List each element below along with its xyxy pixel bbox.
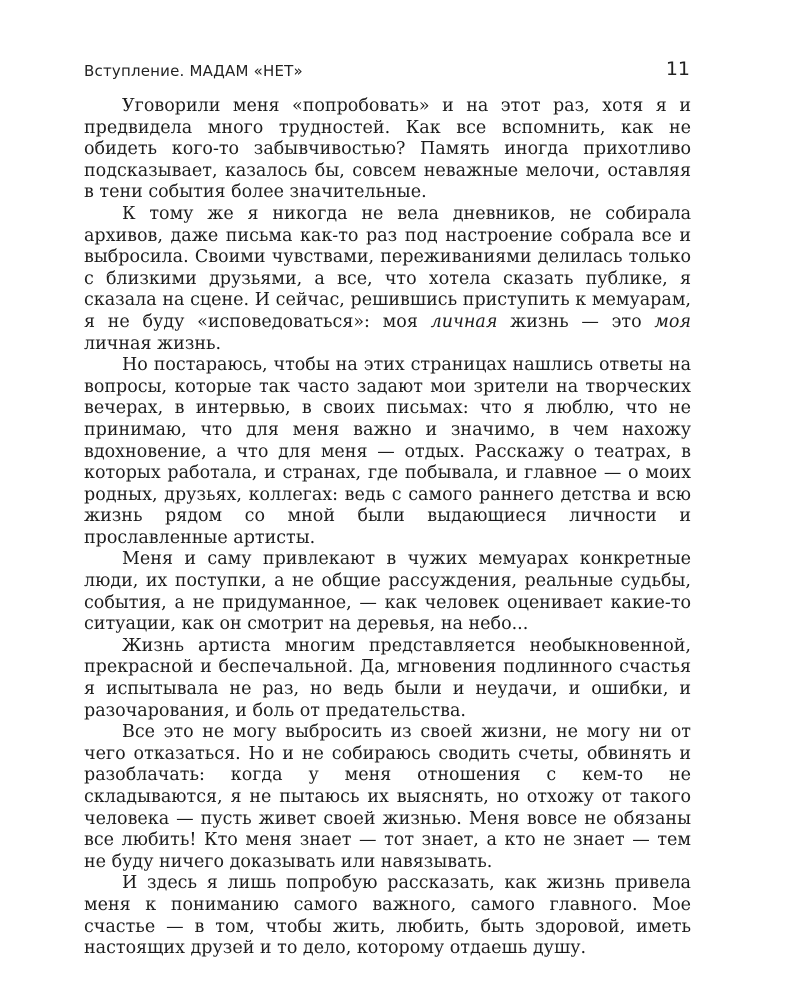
running-head: Вступление. МАДАМ «НЕТ»	[84, 62, 303, 80]
body-text	[84, 96, 691, 960]
page-number: 11	[665, 58, 690, 80]
paragraph	[84, 355, 691, 549]
text-run: К тому же я никогда не вела дневников, не собирала архивов, даже письма как-то раз под настроение собрала все и выбросила. Своими чувствами, переживаниями делилась только с близкими друзьями, а все, что хотела сказать публике, я сказала на сцене. И сейчас, решившись приступить к мемуарам, я не буду «исповедоваться»: моя	[84, 203, 691, 332]
text-run: Меня и саму привлекают в чужих мемуарах конкретные люди, их поступки, а не общие рассуждения, реальные судьбы, события, а не придуманное, — как человек оценивает какие-то ситуации, как он смотрит на деревья, на небо...	[84, 549, 691, 635]
text-run: Все это не могу выбросить из своей жизни, не могу ни от чего отказаться. Но и не собираюсь сводить счеты, обвинять и разоблачать: когда у меня отношения с кем-то не складываются, я не пытаюсь их выяснять, но отхожу от такого человека — пусть живет своей жизнью. Меня вовсе не обязаны все любить! Кто меня знает — тот знает, а кто не знает — тем не буду ничего доказывать или навязывать.	[84, 722, 691, 872]
paragraph	[84, 204, 691, 355]
text-run: Уговорили меня «попробовать» и на этот раз, хотя я и предвидела много трудностей. Как все вспомнить, как не обидеть кого-то забывчивостью? Память иногда прихотливо подсказывает, казалось бы, совсем неважные мелочи, оставляя в тени события более значительные.	[84, 96, 691, 203]
text-run: И здесь я лишь попробую рассказать, как жизнь привела меня к пониманию самого важного, самого главного. Мое счастье — в том, чтобы жить, любить, быть здоровой, иметь настоящих друзей и то дело, которому отдаешь душу.	[84, 873, 691, 959]
text-run: личная жизнь.	[84, 333, 222, 354]
text-run: жизнь — это	[497, 311, 655, 332]
italic-emphasis: личная	[430, 311, 498, 332]
italic-emphasis: моя	[654, 311, 691, 332]
text-run: Но постараюсь, чтобы на этих страницах нашлись ответы на вопросы, которые так часто задают мои зрители на творческих вечерах, в интервью, в своих письмах: что я люблю, что не принимаю, что для меня важно и значимо, в чем нахожу вдохновение, а что для меня — отдых. Расскажу о театрах, в которых работала, и странах, где побывала, и главное — о моих родных, друзьях, коллегах: ведь с самого раннего детства и всю жизнь рядом со мной были выдающиеся личности и прославленные артисты.	[84, 355, 691, 548]
paragraph	[84, 96, 691, 204]
paragraph	[84, 873, 691, 959]
paragraph	[84, 636, 691, 722]
text-run: Жизнь артиста многим представляется необыкновенной, прекрасной и беспечальной. Да, мгновения подлинного счастья я испытывала не раз, но ведь были и неудачи, и ошибки, и разочарования, и боль от предательства.	[84, 635, 691, 721]
paragraph	[84, 549, 691, 635]
paragraph	[84, 722, 691, 873]
